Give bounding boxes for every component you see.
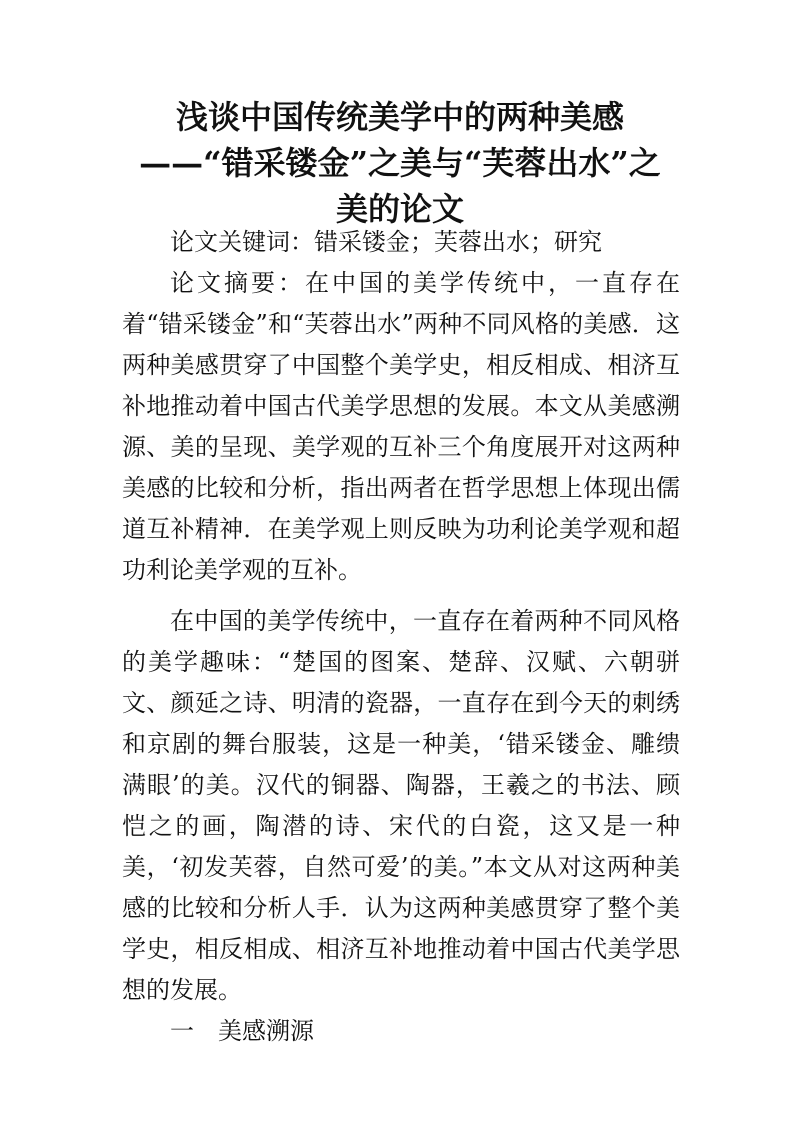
paragraph-spacer bbox=[122, 591, 680, 601]
abstract-paragraph: 论文摘要：在中国的美学传统中，一直存在着“错采镂金”和“芙蓉出水”两种不同风格的美感．这两种美感贯穿了中国整个美学史，相反相成、相济互补地推动着中国古代美学思想的发展。本文从美感溯源、美的呈现、美学观的互补三个角度展开对这两种美感的比较和分析，指出两者在哲学思想上体现出儒道互补精神．在美学观上则反映为功利论美学观和超功利论美学观的互补。 bbox=[122, 269, 680, 584]
title-line-1: 浅谈中国传统美学中的两种美感 bbox=[175, 98, 624, 136]
document-title bbox=[110, 94, 690, 232]
section-number: 一 bbox=[170, 1017, 194, 1045]
section-heading bbox=[122, 1011, 680, 1052]
title-line-3: 美的论文 bbox=[335, 190, 464, 228]
title-line-2: ——“错采镂金”之美与“芙蓉出水”之 bbox=[139, 144, 661, 182]
intro-paragraph: 在中国的美学传统中，一直存在着两种不同风格的美学趣味：“楚国的图案、楚辞、汉赋、六朝骈文、颜延之诗、明清的瓷器，一直存在到今天的刺绣和京剧的舞台服装，这是一种美，‘错采镂金、雕缋满眼’的美。汉代的铜器、陶器，王羲之的书法、顾恺之的画，陶潜的诗、宋代的白瓷，这又是一种美，‘初发芙蓉，自然可爱’的美。”本文从对这两种美感的比较和分析人手．认为这两种美感贯穿了整个美学史，相反相成、相济互补地推动着中国古代美学思想的发展。 bbox=[122, 607, 680, 1004]
section-title: 美感溯源 bbox=[218, 1017, 314, 1045]
document-body bbox=[122, 222, 680, 1052]
keywords-paragraph: 论文关键词：错采镂金；芙蓉出水；研究 bbox=[170, 228, 602, 256]
